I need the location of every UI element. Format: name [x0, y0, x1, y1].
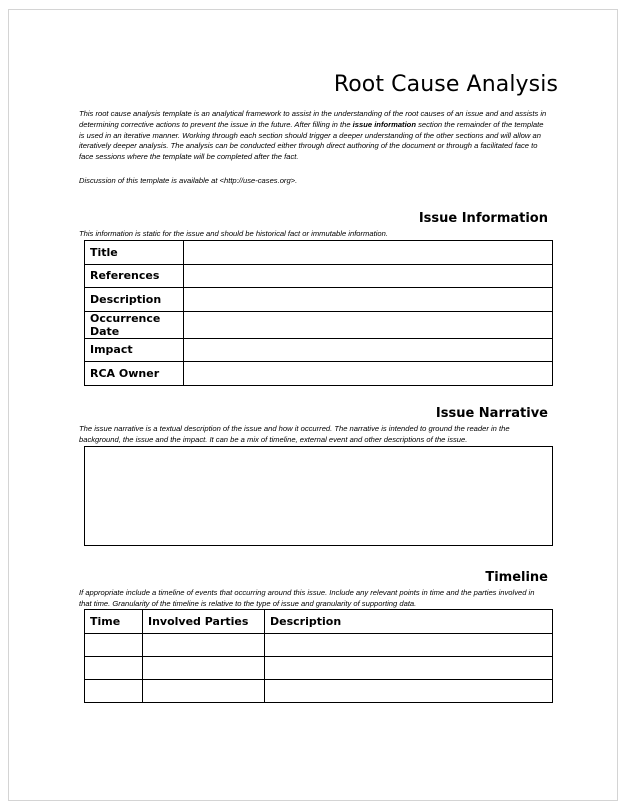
table-row [85, 264, 553, 288]
row-label-occurrence-date: Occurrence Date [85, 311, 184, 338]
table-row [85, 288, 553, 312]
table-row [85, 311, 553, 338]
column-header-time: Time [85, 610, 143, 634]
discussion-note: Discussion of this template is available at <http://use-cases.org>. [79, 176, 298, 185]
timeline-heading: Timeline [485, 570, 548, 585]
table-cell[interactable] [85, 634, 143, 657]
table-cell[interactable] [143, 680, 265, 703]
references-value-cell[interactable] [184, 264, 553, 288]
table-cell[interactable] [265, 657, 553, 680]
table-row [85, 680, 553, 703]
timeline-note: If appropriate include a timeline of events that occurring around this issue. Include any relevant points in time and the parties involved in that time. Granularity of the timeline is relative to the type of issue and granularity of supporting data. [79, 588, 535, 608]
table-row [85, 362, 553, 386]
row-label-title: Title [85, 241, 184, 265]
table-cell[interactable] [265, 680, 553, 703]
table-cell[interactable] [143, 657, 265, 680]
table-cell[interactable] [85, 680, 143, 703]
title-value-cell[interactable] [184, 241, 553, 265]
document-title: Root Cause Analysis [333, 72, 558, 97]
issue-information-heading: Issue Information [418, 211, 548, 226]
table-row [85, 241, 553, 265]
rca-owner-value-cell[interactable] [184, 362, 553, 386]
issue-information-note: This information is static for the issue and should be historical fact or immutable information. [79, 229, 388, 238]
table-row [85, 634, 553, 657]
table-cell[interactable] [85, 657, 143, 680]
row-label-impact: Impact [85, 338, 184, 362]
intro-text-part2: section the remainder of the template is used in an iterative manner. Working through each section should trigger a deeper understanding of the other sections and will allow an iteratively deeper analysis. The analysis can be conducted either through direct authoring of the document or through a facilitated face to face sessions where the template will be completed after the fact. [79, 119, 544, 162]
row-label-references: References [85, 264, 184, 288]
table-cell[interactable] [265, 634, 553, 657]
row-label-description: Description [85, 288, 184, 312]
column-header-involved-parties: Involved Parties [143, 610, 265, 634]
issue-narrative-note: The issue narrative is a textual description of the issue and how it occurred. The narrative is intended to ground the reader in the background, the issue and the impact. It can be a mix of timeline, external event and other descriptions of the issue. [79, 424, 510, 444]
issue-narrative-heading: Issue Narrative [435, 406, 548, 421]
table-cell[interactable] [143, 634, 265, 657]
issue-information-table [84, 240, 553, 386]
impact-value-cell[interactable] [184, 338, 553, 362]
timeline-table [84, 609, 553, 703]
description-value-cell[interactable] [184, 288, 553, 312]
occurrence-date-value-cell[interactable] [184, 311, 553, 338]
table-header-row [85, 610, 553, 634]
intro-text-part1: This root cause analysis template is an analytical framework to assist in the understanding of the root causes of an issue and and assists in determining corrective actions to prevent the issue in the future. After filling in the [79, 109, 547, 129]
issue-narrative-box[interactable] [84, 446, 553, 546]
intro-paragraph [79, 109, 549, 163]
intro-text-bold: issue information [352, 119, 416, 129]
row-label-rca-owner: RCA Owner [85, 362, 184, 386]
table-row [85, 657, 553, 680]
column-header-description: Description [265, 610, 553, 634]
table-row [85, 338, 553, 362]
